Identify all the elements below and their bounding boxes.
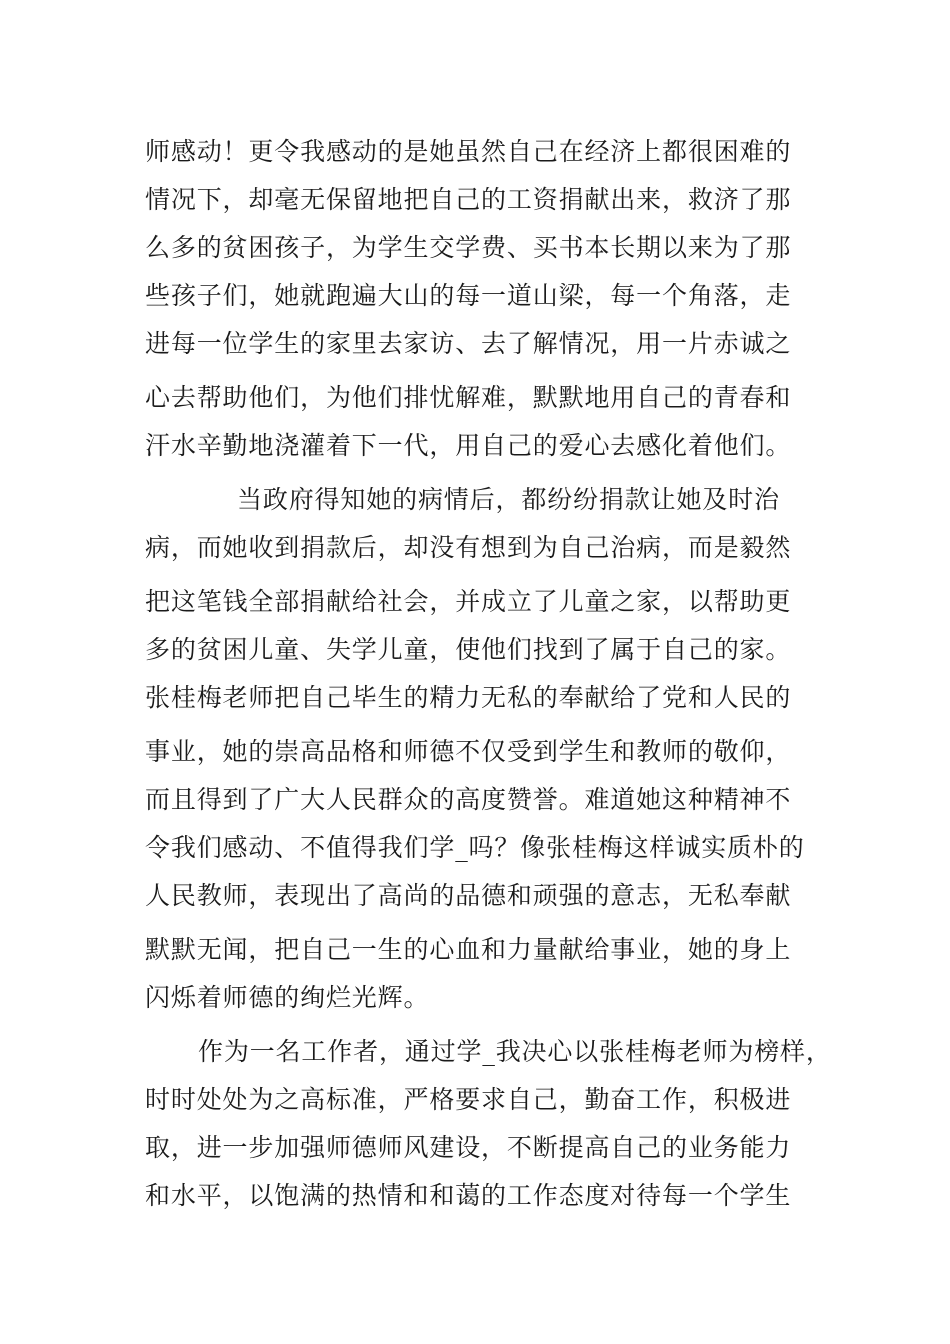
text-line: 令我们感动、不值得我们学_吗？像张桂梅这样诚实质朴的 — [145, 833, 805, 862]
text-line: 汗水辛勤地浇灌着下一代，用自己的爱心去感化着他们。 — [145, 431, 792, 460]
text-line: 时时处处为之高标准，严格要求自己，勤奋工作，积极进 — [145, 1085, 792, 1114]
text-line: 师感动！更令我感动的是她虽然自己在经济上都很困难的 — [145, 137, 792, 166]
text-line: 人民教师，表现出了高尚的品德和顽强的意志，无私奉献 — [145, 881, 792, 910]
text-line: 张桂梅老师把自己毕生的精力无私的奉献给了党和人民的 — [145, 683, 792, 712]
text-line: 而且得到了广大人民群众的高度赞誉。难道她这种精神不 — [145, 785, 792, 814]
text-line: 取，进一步加强师德师风建设，不断提高自己的业务能力 — [145, 1133, 792, 1162]
text-line: 多的贫困儿童、失学儿童，使他们找到了属于自己的家。 — [145, 635, 792, 664]
text-line: 和水平，以饱满的热情和和蔼的工作态度对待每一个学生 — [145, 1181, 792, 1210]
text-line: 病，而她收到捐款后，却没有想到为自己治病，而是毅然 — [145, 533, 792, 562]
text-line: 闪烁着师德的绚烂光辉。 — [145, 983, 430, 1012]
text-line: 心去帮助他们，为他们排忧解难，默默地用自己的青春和 — [145, 383, 792, 412]
text-line-indented: 作为一名工作者，通过学_我决心以张桂梅老师为榜样， — [198, 1037, 832, 1066]
text-line: 默默无闻，把自己一生的心血和力量献给事业，她的身上 — [145, 935, 792, 964]
text-line: 进每一位学生的家里去家访、去了解情况，用一片赤诚之 — [145, 329, 792, 358]
text-line-indented: 当政府得知她的病情后，都纷纷捐款让她及时治 — [237, 485, 780, 514]
text-line: 些孩子们，她就跑遍大山的每一道山梁，每一个角落，走 — [145, 281, 792, 310]
text-line: 把这笔钱全部捐献给社会，并成立了儿童之家，以帮助更 — [145, 587, 792, 616]
text-line: 情况下，却毫无保留地把自己的工资捐献出来，救济了那 — [145, 185, 792, 214]
text-line: 么多的贫困孩子，为学生交学费、买书本长期以来为了那 — [145, 233, 792, 262]
text-line: 事业，她的崇高品格和师德不仅受到学生和教师的敬仰， — [145, 737, 792, 766]
